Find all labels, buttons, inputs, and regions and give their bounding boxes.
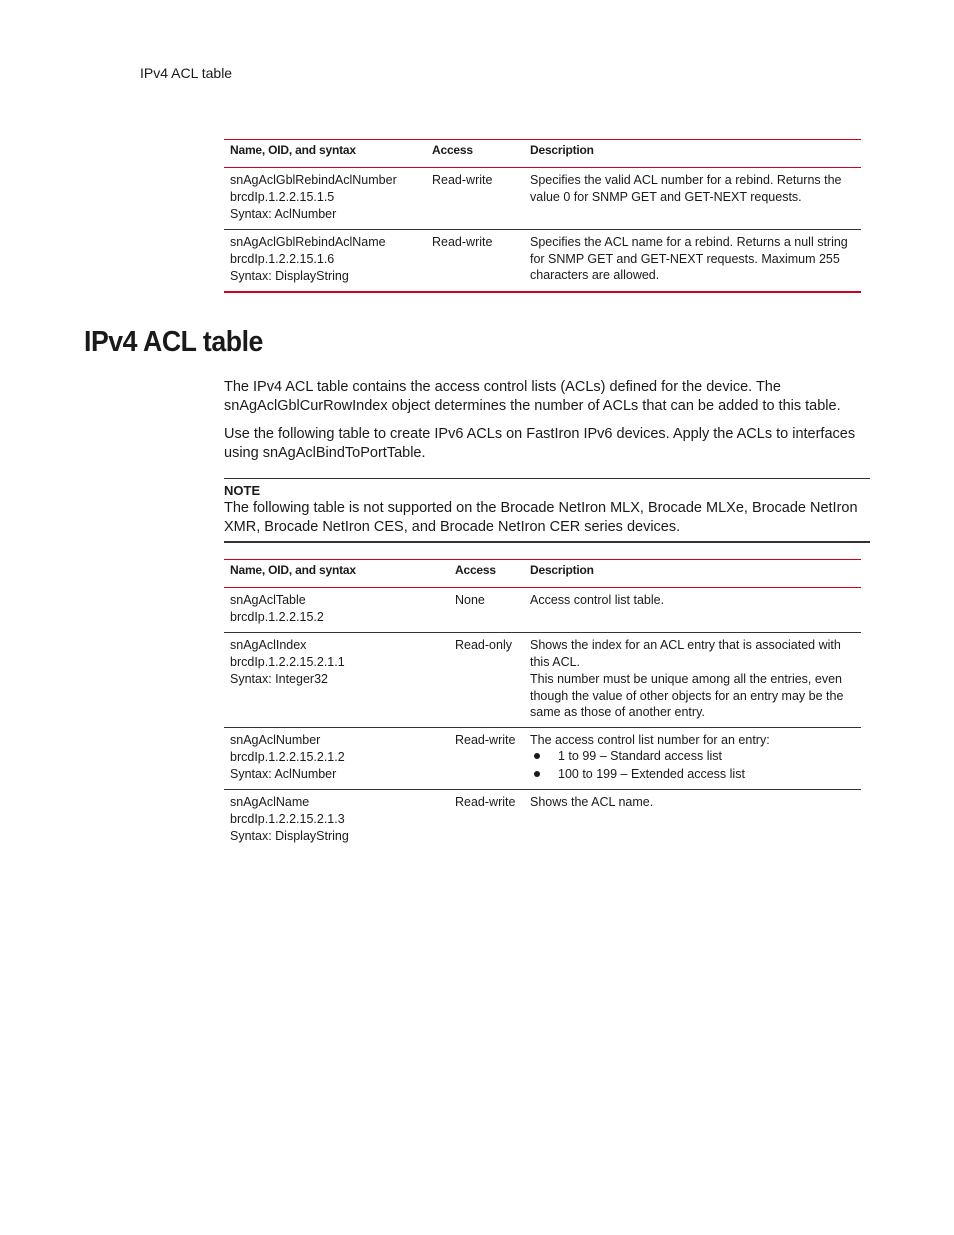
access-cell: Read-write <box>426 230 524 293</box>
object-name: snAgAclIndex <box>230 638 307 652</box>
object-name-cell <box>224 727 449 790</box>
mib-objects-table-acl <box>224 559 861 851</box>
object-oid: brcdIp.1.2.2.15.2.1.1 <box>230 655 345 669</box>
column-header-name: Name, OID, and syntax <box>224 140 426 168</box>
bullet-list <box>530 748 855 783</box>
access-cell: Read-write <box>455 795 516 809</box>
object-name-cell <box>224 588 449 633</box>
description-text: Shows the ACL name. <box>530 795 654 809</box>
object-name-cell <box>224 168 426 230</box>
description-text: This number must be unique among all the entries, even though the value of other objects for an entry may be the same as those of another entry. <box>530 672 844 719</box>
table-header-row <box>224 560 861 588</box>
access-cell: None <box>449 588 524 633</box>
access-cell: Read-write <box>426 168 524 230</box>
column-header-description: Description <box>524 140 861 168</box>
table-row <box>224 727 861 790</box>
note-box <box>224 478 870 543</box>
table-row <box>224 790 861 852</box>
description-cell: Specifies the valid ACL number for a rebind. Returns the value 0 for SNMP GET and GET-NEXT requests. <box>524 168 861 230</box>
mib-objects-table-gbl-rebind <box>224 139 861 293</box>
object-syntax: Syntax: AclNumber <box>230 766 337 781</box>
object-name: snAgAclNumber <box>230 732 321 747</box>
description-text: Shows the index for an ACL entry that is associated with this ACL. <box>530 638 841 669</box>
note-text: The following table is not supported on the Brocade NetIron MLX, Brocade MLXe, Brocade NetIron XMR, Brocade NetIron CES, and Brocade NetIron CER series devices. <box>224 500 858 535</box>
section-title: IPv4 ACL table <box>84 326 263 358</box>
object-oid: brcdIp.1.2.2.15.2.1.2 <box>230 749 345 764</box>
object-syntax: Syntax: DisplayString <box>230 829 349 843</box>
object-name: snAgAclTable <box>230 593 306 607</box>
description-text: The access control list number for an entry: <box>530 732 770 747</box>
intro-paragraph: The IPv4 ACL table contains the access control lists (ACLs) defined for the device. The snAgAclGblCurRowIndex object determines the number of ACLs that can be added to this table. <box>224 379 841 414</box>
object-name-cell <box>224 633 449 728</box>
description-text: Access control list table. <box>530 593 665 607</box>
object-oid: brcdIp.1.2.2.15.1.6 <box>230 252 335 266</box>
description-cell <box>524 727 861 790</box>
description-cell <box>524 790 861 852</box>
table-row <box>224 230 861 293</box>
column-header-description: Description <box>524 560 861 588</box>
object-name-cell <box>224 230 426 293</box>
running-header: IPv4 ACL table <box>140 65 233 81</box>
table-row <box>224 168 861 230</box>
object-oid: brcdIp.1.2.2.15.1.5 <box>230 190 335 204</box>
object-syntax: Syntax: AclNumber <box>230 207 337 221</box>
object-name: snAgAclGblRebindAclNumber <box>230 173 397 187</box>
description-cell: Specifies the ACL name for a rebind. Returns a null string for SNMP GET and GET-NEXT requests. Maximum 255 characters are allowed. <box>524 230 861 293</box>
column-header-access: Access <box>426 140 524 168</box>
column-header-access: Access <box>449 560 524 588</box>
note-label: NOTE <box>224 483 261 498</box>
description-cell <box>524 633 861 728</box>
object-syntax: Syntax: Integer32 <box>230 672 328 686</box>
object-name-cell <box>224 790 449 852</box>
object-oid: brcdIp.1.2.2.15.2 <box>230 610 324 624</box>
object-name: snAgAclName <box>230 795 310 809</box>
object-oid: brcdIp.1.2.2.15.2.1.3 <box>230 812 345 826</box>
access-cell: Read-only <box>449 633 524 728</box>
usage-paragraph: Use the following table to create IPv6 ACLs on FastIron IPv6 devices. Apply the ACLs to interfaces using snAgAclBindToPortTable. <box>224 426 856 461</box>
object-name: snAgAclGblRebindAclName <box>230 235 386 249</box>
table-header-row <box>224 140 861 168</box>
table-row <box>224 633 861 728</box>
column-header-name: Name, OID, and syntax <box>224 560 449 588</box>
access-cell: Read-write <box>449 727 524 790</box>
object-syntax: Syntax: DisplayString <box>230 269 349 283</box>
list-item: 100 to 199 – Extended access list <box>530 766 855 784</box>
list-item: 1 to 99 – Standard access list <box>530 748 855 766</box>
description-cell <box>524 588 861 633</box>
table-row <box>224 588 861 633</box>
